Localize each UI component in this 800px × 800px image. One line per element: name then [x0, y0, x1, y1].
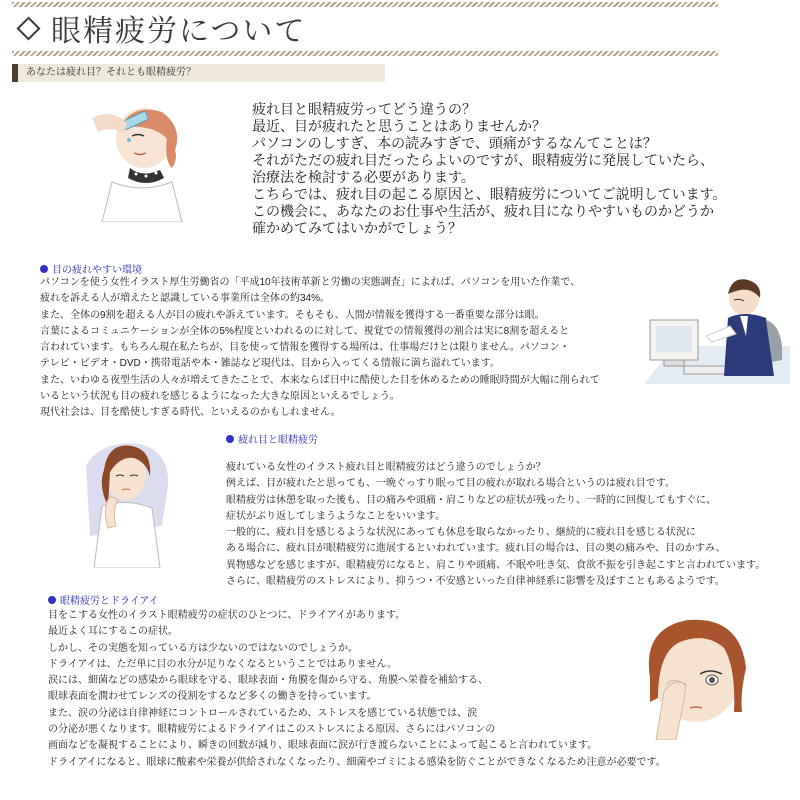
body-line: ドライアイは、ただ単に目の水分が足りなくなるということではありません。 — [48, 658, 398, 670]
tired-woman-illustration — [80, 436, 176, 568]
body-line: また、いわゆる夜型生活の人々が増えてきたことで、本来ならば日中に酷使した目を休めるための睡眠時間が大幅に削られて — [40, 374, 600, 386]
body-line: パソコンを使う女性イラスト厚生労働省の「平成10年技術革新と労働の実態調査」によれば、パソコンを用いた作業で、 — [40, 277, 581, 288]
bottom-stripe-divider — [12, 51, 718, 56]
body-line: 異物感などを感じますが、眼精疲労になると、肩こりや頭痛、不眠や吐き気、食欲不振を引き起こすと言われています。 — [226, 559, 766, 571]
body-line: 疲れを訴える人が増えたと認識している事業所は全体の約34%。 — [40, 293, 331, 305]
body-line: 画面などを凝視することにより、瞬きの回数が減り、眼球表面に涙が行き渡らないことによって起こると言われています。 — [48, 740, 598, 752]
intro-line: この機会に、あなたのお仕事や生活が、疲れ目になりやすいものかどうか — [252, 203, 714, 219]
body-line: しかし、その実態を知っている方は少ないのではないのでしょうか。 — [48, 642, 358, 654]
body-line: 眼球表面を潤わせてレンズの役割をするなど多くの働きを持っています。 — [48, 691, 377, 703]
body-line: の分泌が悪くなります。眼精疲労によるドライアイはこのストレスによる原因、さらにはパソコンの — [48, 724, 496, 736]
page-title: 眼精疲労について — [51, 14, 307, 49]
body-line: ドライアイになると、眼球に酸素や栄養が供給されなくなったり、細菌やゴミによる感染を防ぐことができなくなるため注意が必要です。 — [48, 756, 666, 768]
bullet-icon — [48, 596, 56, 604]
page-title-row — [14, 10, 307, 49]
intro-line: 最近、目が疲れたと思うことはありませんか？ — [252, 118, 546, 134]
section-title-tired-eyes — [226, 431, 318, 446]
body-line: 一般的に、疲れ目を感じるような状況にあっても休息を取らなかったり、継続的に疲れ目を感じる状況に — [226, 527, 696, 539]
intro-line: 確かめてみてはいかがでしょう？ — [252, 220, 462, 236]
subheading-bar: あなたは疲れ目？それとも眼精疲労？ — [12, 64, 385, 82]
body-line: また、全体の9割を超える人が目の疲れや訴えています。そもそも、人間が情報を獲得する一番重要な部分は眼。 — [40, 309, 545, 321]
body-line: 例えば、目が疲れたと思っても、一晩ぐっすり眠って目の疲れが取れる場合というのは疲れ目です。 — [226, 478, 675, 490]
diamond-icon — [16, 16, 40, 40]
section-body-dry-eye — [48, 608, 666, 771]
eye-rubbing-woman-illustration — [636, 608, 758, 740]
intro-line: こちらでは、疲れ目の起こる原因と、眼精疲労についてご説明しています。 — [252, 186, 727, 202]
body-line: また、涙の分泌は自律神経にコントロールされているため、ストレスを感じている状態では、涙 — [48, 707, 478, 719]
section-title-environment — [40, 261, 142, 276]
eye-drops-woman-illustration — [72, 98, 184, 222]
body-line: 眼精疲労は休憩を取った後も、目の痛みや頭痛・肩こりなどの症状が残ったり、一時的に回復してもすぐに、 — [226, 494, 716, 506]
computer-man-illustration — [644, 276, 790, 386]
section-title-text: 眼精疲労とドライアイ — [60, 596, 159, 607]
body-line: 言われています。もちろん現在私たちが、目を使って情報を獲得する場所は、仕事場だけとは限りません。パソコン・ — [40, 342, 570, 354]
body-line: 言葉によるコミュニケーションが全体の5%程度といわれるのに対して、視覚での情報獲得の割合は実に8割を超えると — [40, 325, 570, 337]
bullet-icon — [40, 265, 48, 273]
section-title-text: 疲れ目と眼精疲労 — [238, 435, 318, 446]
body-line: 涙には、細菌などの感染から眼球を守る、眼球表面・角膜を傷から守る、角膜へ栄養を補給する、 — [48, 675, 488, 687]
body-line: 最近よく耳にするこの症状。 — [48, 626, 178, 638]
section-title-dry-eye — [48, 592, 159, 607]
body-line: 疲れている女性のイラスト疲れ目と眼精疲労はどう違うのでしょうか？ — [226, 462, 546, 473]
intro-line: 治療法を検討する必要があります。 — [252, 169, 475, 185]
body-line: 症状がぶり返してしまうようなことをいいます。 — [226, 510, 446, 522]
body-line: さらに、眼精疲労のストレスにより、抑うつ・不安感といった自律神経系に影響を及ぼすこともあるようです。 — [226, 576, 725, 588]
body-line: テレビ・ビデオ・DVD・携帯電話や本・雑誌など現代は、目から入ってくる情報に満ち溢れています。 — [40, 358, 500, 370]
section-title-text: 目の疲れやすい環境 — [52, 265, 142, 276]
intro-line: パソコンのしすぎ、本の読みすぎで、頭痛がするなんてことは？ — [252, 135, 657, 151]
body-line: ある場合に、疲れ目が眼精疲労に進展するといわれています。疲れ目の場合は、目の奥の痛みや、目のかすみ、 — [226, 543, 726, 555]
bullet-icon — [226, 435, 234, 443]
intro-line: 疲れ目と眼精疲労ってどう違うの？ — [252, 101, 476, 117]
body-line: いるという状況も目の疲れを感じるようになった大きな原因といえるでしょう。 — [40, 391, 400, 403]
section-body-tired-eyes — [226, 460, 765, 590]
intro-line: それがただの疲れ目だったらよいのですが、眼精疲労に発展していたら、 — [252, 152, 714, 168]
intro-text — [252, 101, 726, 237]
body-line: 現代社会は、目を酷使しすぎる時代、といえるのかもしれません。 — [40, 407, 341, 419]
section-body-environment — [40, 275, 600, 422]
body-line: 目をこする女性のイラスト眼精疲労の症状のひとつに、ドライアイがあります。 — [48, 610, 406, 621]
